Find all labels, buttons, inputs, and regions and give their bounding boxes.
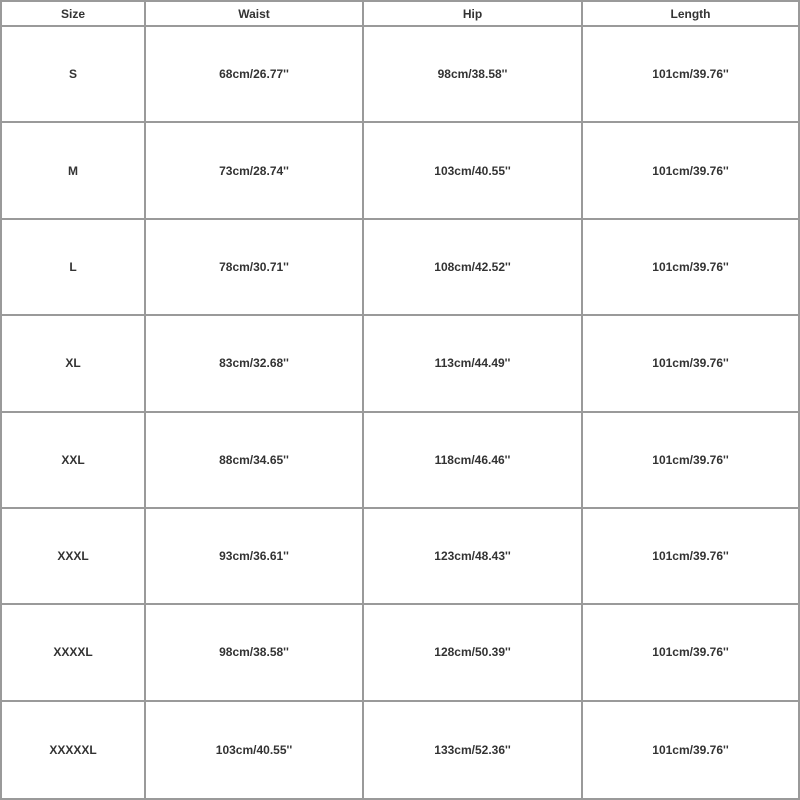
header-hip: Hip (364, 2, 583, 27)
cell-hip: 128cm/50.39'' (364, 605, 583, 701)
cell-waist: 93cm/36.61'' (146, 509, 364, 605)
cell-waist: 78cm/30.71'' (146, 220, 364, 316)
cell-hip: 103cm/40.55'' (364, 123, 583, 219)
cell-hip: 113cm/44.49'' (364, 316, 583, 412)
cell-length: 101cm/39.76'' (583, 413, 798, 509)
header-size: Size (2, 2, 146, 27)
cell-length: 101cm/39.76'' (583, 123, 798, 219)
cell-length: 101cm/39.76'' (583, 220, 798, 316)
cell-size: XXL (2, 413, 146, 509)
cell-size: XXXXXL (2, 702, 146, 798)
cell-hip: 123cm/48.43'' (364, 509, 583, 605)
cell-waist: 88cm/34.65'' (146, 413, 364, 509)
header-waist: Waist (146, 2, 364, 27)
cell-length: 101cm/39.76'' (652, 742, 729, 757)
cell-size: S (2, 27, 146, 123)
cell-waist: 68cm/26.77'' (146, 27, 364, 123)
cell-length: 101cm/39.76'' (583, 509, 798, 605)
cell-length: 101cm/39.76'' (583, 316, 798, 412)
cell-length: 101cm/39.76'' (583, 27, 798, 123)
cell-size: XXXL (2, 509, 146, 605)
cell-hip: 108cm/42.52'' (364, 220, 583, 316)
cell-hip: 98cm/38.58'' (364, 27, 583, 123)
cell-size: M (2, 123, 146, 219)
cell-waist: 98cm/38.58'' (146, 605, 364, 701)
header-length: Length (583, 2, 798, 27)
cell-size: L (2, 220, 146, 316)
cell-size: XXXXL (2, 605, 146, 701)
cell-waist: 83cm/32.68'' (146, 316, 364, 412)
cell-waist: 73cm/28.74'' (146, 123, 364, 219)
cell-hip: 118cm/46.46'' (364, 413, 583, 509)
cell-length: 101cm/39.76'' (583, 605, 798, 701)
cell-waist: 103cm/40.55'' (146, 702, 364, 798)
cell-size: XL (2, 316, 146, 412)
cell-hip: 133cm/52.36'' (364, 702, 583, 798)
